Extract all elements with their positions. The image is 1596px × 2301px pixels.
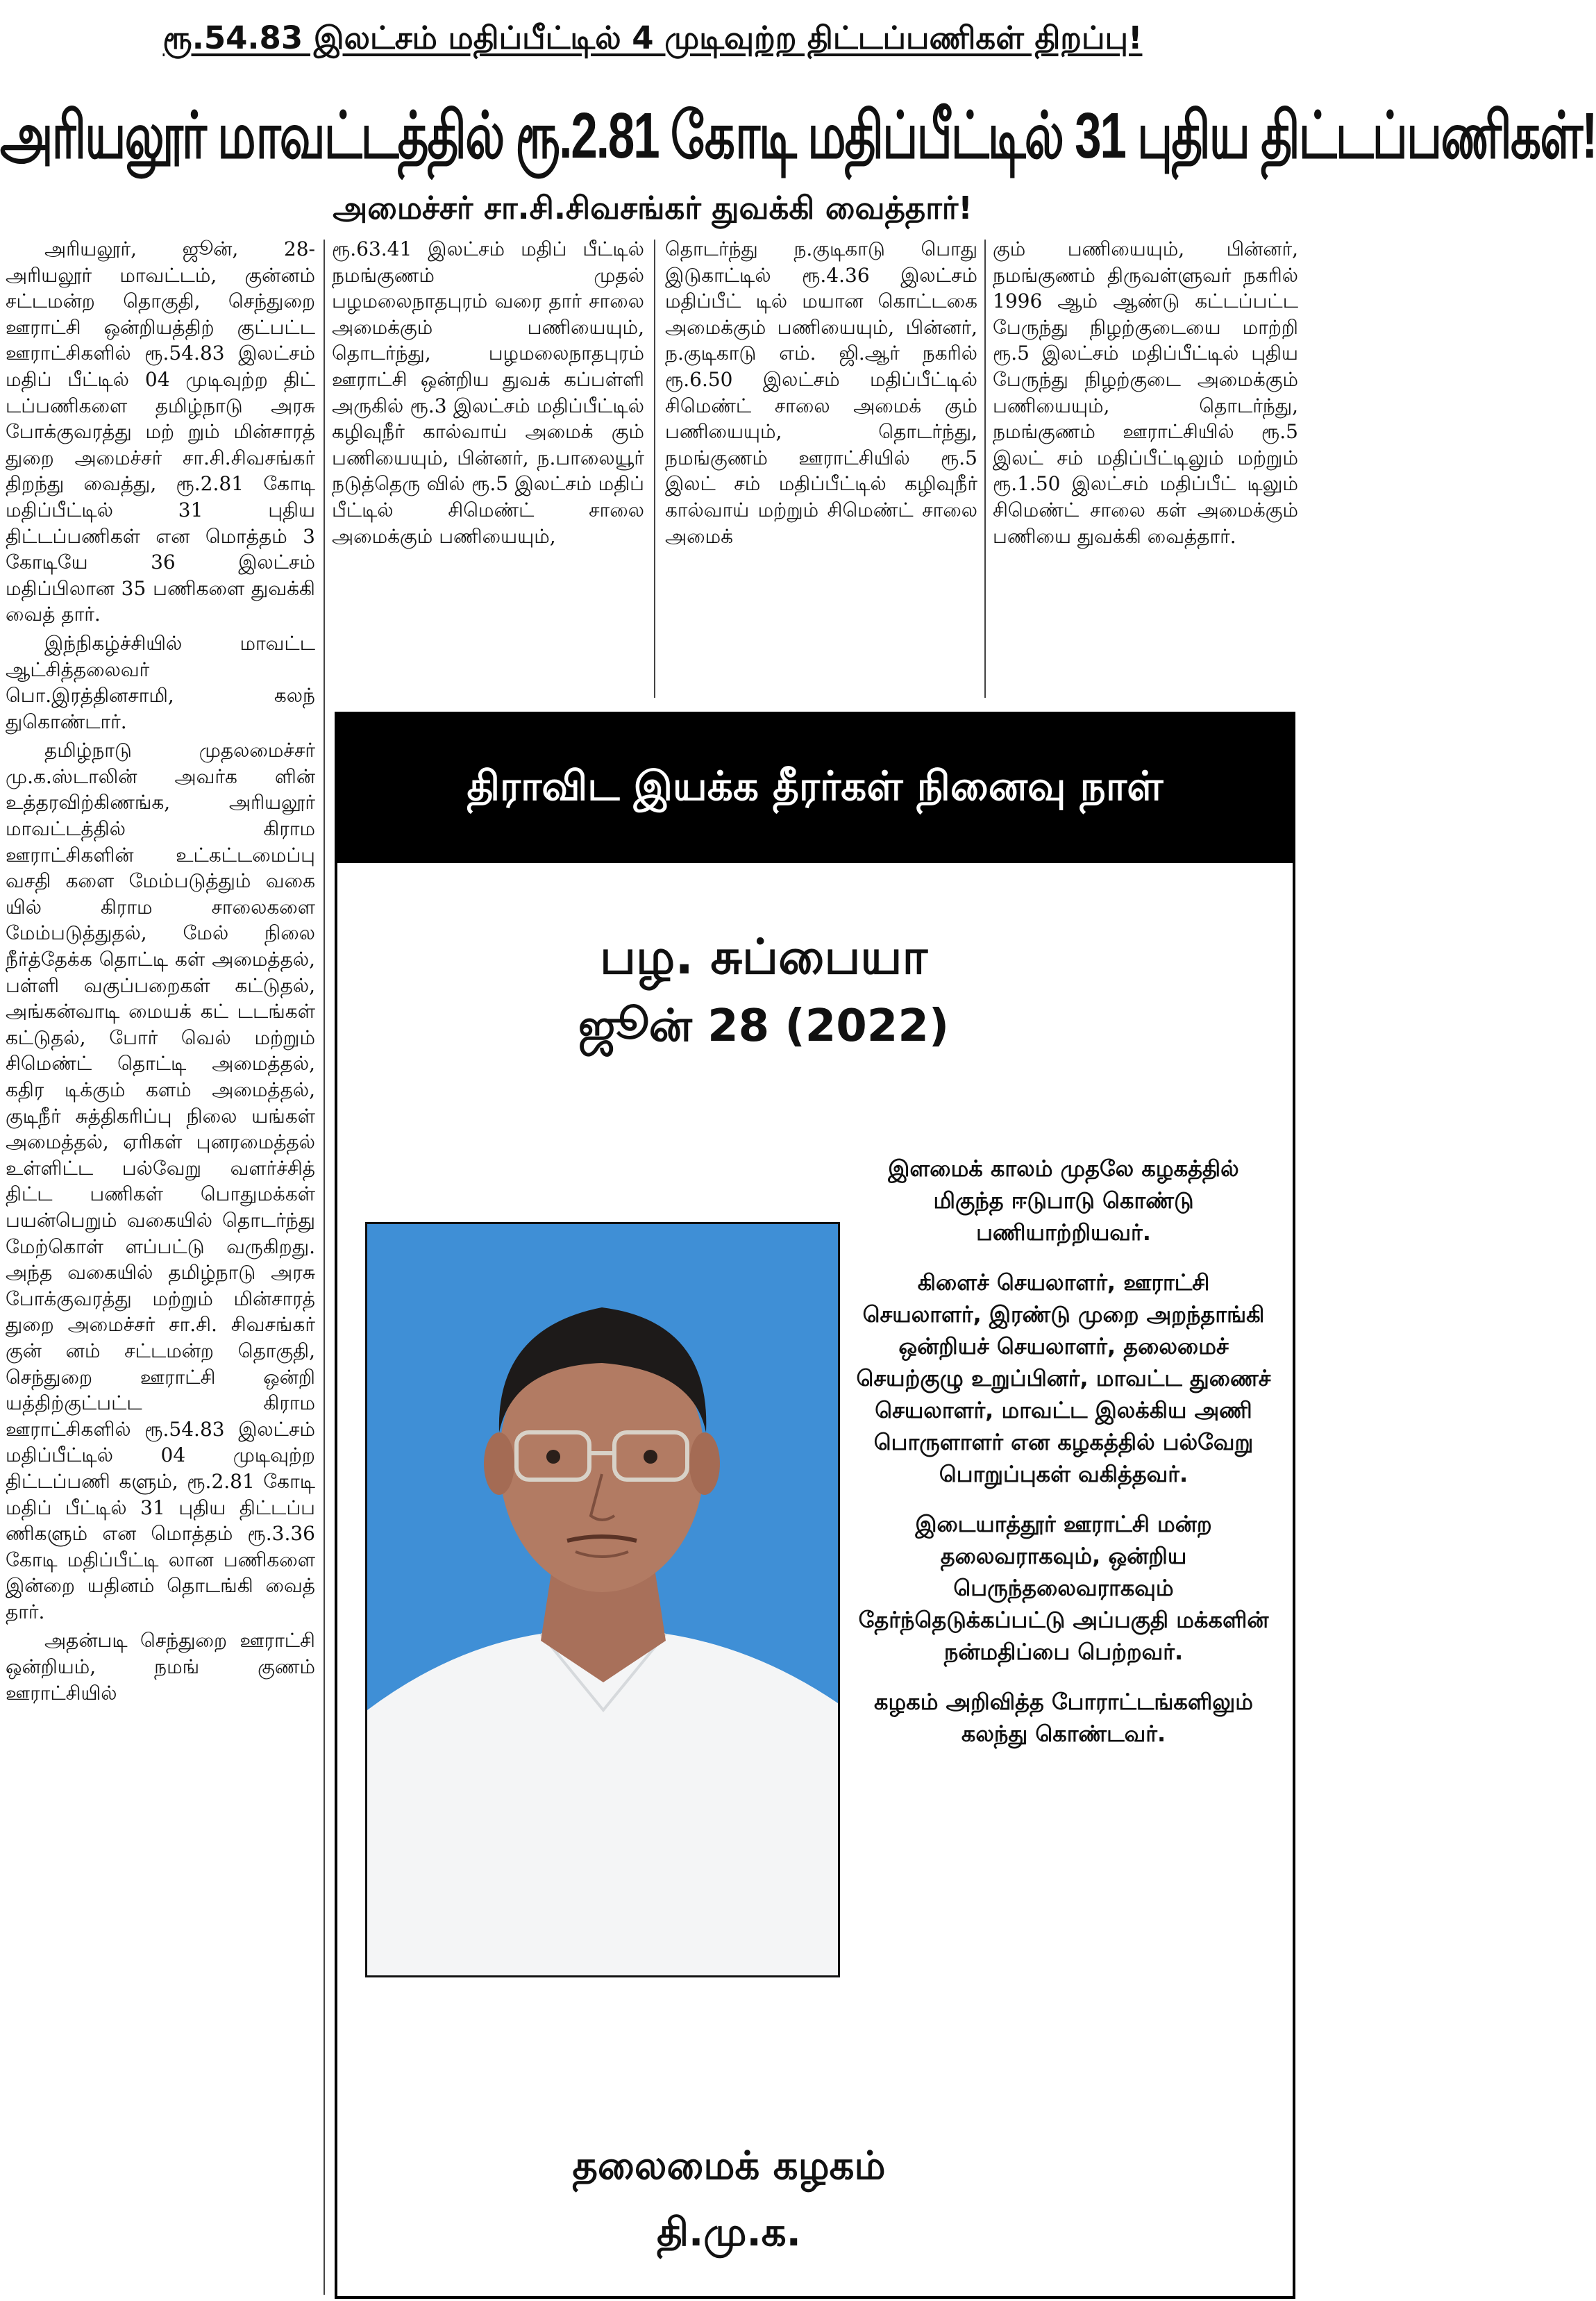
obituary-paragraph: கழகம் அறிவித்த போராட்டங்களிலும் கலந்து கொண்டவர். bbox=[874, 1689, 1253, 1747]
obituary-paragraph: கிளைச் செயலாளர், ஊராட்சி செயலாளர், இரண்டு முறை அறந்தாங்கி ஒன்றியச் செயலாளர், தலைமைச் செயற்குழு உறுப்பினர், மாவட்ட துணைச் செயலாளர், மாவட்ட இலக்கிய அணி பொருளாளர் என கழகத்தில் பல்வேறு பொறுப்புகள் வகித்தவர். bbox=[856, 1269, 1271, 1487]
article-paragraph: அரியலூர், ஜூன், 28- அரியலூர் மாவட்டம், குன்னம் சட்டமன்ற தொகுதி, செந்துறை ஊராட்சி ஒன்றியத்திற் குட்பட்ட ஊராட்சிகளில் ரூ.54.83 இலட்சம் மதிப் பீட்டில் 04 முடிவுற்ற திட் டப்பணிகளை தமிழ்நாடு அரசு போக்குவரத்து மற் றும் மின்சாரத் துறை அமைச்சர் சா.சி.சிவசங்கர் திறந்து வைத்து, ரூ.2.81 கோடி மதிப்பீட்டில் 31 புதிய திட்டப்பணிகள் என மொத்தம் 3 கோடியே 36 இலட்சம் மதிப்பிலான 35 பணிகளை துவக்கி வைத் தார். bbox=[6, 237, 315, 626]
obituary-banner-title: திராவிட இயக்க தீரர்கள் நினைவு நாள் bbox=[467, 762, 1164, 810]
sub-headline: அமைச்சர் சா.சி.சிவசங்கர் துவக்கி வைத்தார்! bbox=[333, 190, 973, 226]
article-column-3 bbox=[665, 236, 977, 700]
obituary-name: பழ. சுப்பையா bbox=[599, 928, 928, 985]
obituary-paragraph: இளமைக் காலம் முதலே கழகத்தில் மிகுந்த ஈடுபாடு கொண்டு பணியாற்றியவர். bbox=[888, 1155, 1239, 1246]
article-column-1 bbox=[6, 236, 315, 2298]
obituary-paragraph: இடையாத்தூர் ஊராட்சி மன்ற தலைவராகவும், ஒன்றிய பெருந்தலைவராகவும் தேர்ந்தெடுக்கப்பட்டு அப்பகுதி மக்களின் நன்மதிப்பை பெற்றவர். bbox=[858, 1511, 1269, 1665]
article-paragraph: இந்நிகழ்ச்சியில் மாவட்ட ஆட்சித்தலைவர் பொ.இரத்தினசாமி, கலந் துகொண்டார். bbox=[6, 631, 315, 733]
column-divider bbox=[324, 240, 325, 2295]
portrait-photo bbox=[365, 1222, 840, 1977]
article-column-2 bbox=[332, 236, 644, 700]
article-paragraph: தொடர்ந்து ந.குடிகாடு பொது இடுகாட்டில் ரூ.4.36 இலட்சம் மதிப்பீட் டில் மயான கொட்டகை அமைக்கும் பணியையும், பின்னர், ந.குடிகாடு எம். ஜி.ஆர் நகரில் ரூ.6.50 இலட்சம் மதிப்பீட்டில் சிமெண்ட் சாலை அமைக் கும் பணியையும், தொடர்ந்து, நமங்குணம் ஊராட்சியில் ரூ.5 இலட் சம் மதிப்பீட்டில் கழிவுநீர் கால்வாய் மற்றும் சிமெண்ட் சாலை அமைக் bbox=[665, 237, 977, 548]
main-headline: அரியலூர் மாவட்டத்தில் ரூ.2.81 கோடி மதிப்பீட்டில் 31 புதிய திட்டப்பணிகள்! bbox=[0, 99, 1596, 172]
article-paragraph: அதன்படி செந்துறை ஊராட்சி ஒன்றியம், நமங் குணம் ஊராட்சியில் bbox=[6, 1629, 315, 1705]
kicker-headline: ரூ.54.83 இலட்சம் மதிப்பீட்டில் 4 முடிவுற்ற திட்டப்பணிகள் திறப்பு! bbox=[162, 19, 1143, 56]
article-paragraph: கும் பணியையும், பின்னர், நமங்குணம் திருவள்ளுவர் நகரில் 1996 ஆம் ஆண்டு கட்டப்பட்ட பேருந்து நிழற்குடையை மாற்றி ரூ.5 இலட்சம் மதிப்பீட்டில் புதிய பேருந்து நிழற்குடை அமைக்கும் பணியையும், தொடர்ந்து, நமங்குணம் ஊராட்சியில் ரூ.5 இலட் சம் மதிப்பீட்டிலும் மற்றும் ரூ.1.50 இலட்சம் மதிப்பீட் டிலும் சிமெண்ட் சாலை கள் அமைக்கும் பணியை துவக்கி வைத்தார். bbox=[993, 237, 1298, 548]
article-paragraph: தமிழ்நாடு முதலமைச்சர் மு.க.ஸ்டாலின் அவர்க ளின் உத்தரவிற்கிணங்க, அரியலூர் மாவட்டத்தில் கிராம ஊராட்சிகளின் உட்கட்டமைப்பு வசதி களை மேம்படுத்தும் வகை யில் கிராம சாலைகளை மேம்படுத்துதல், மேல் நிலை நீர்த்தேக்க தொட்டி கள் அமைத்தல், பள்ளி வகுப்பறைகள் கட்டுதல், அங்கன்வாடி மையக் கட் டடங்கள் கட்டுதல், போர் வெல் மற்றும் சிமெண்ட் தொட்டி அமைத்தல், கதிர டிக்கும் களம் அமைத்தல், குடிநீர் சுத்திகரிப்பு நிலை யங்கள் அமைத்தல், ஏரிகள் புனரமைத்தல் உள்ளிட்ட பல்வேறு வளர்ச்சித் திட்ட பணிகள் பொதுமக்கள் பயன்பெறும் வகையில் தொடர்ந்து மேற்கொள் ளப்பட்டு வருகிறது. அந்த வகையில் தமிழ்நாடு அரசு போக்குவரத்து மற்றும் மின்சாரத் துறை அமைச்சர் சா.சி. சிவசங்கர் குன் னம் சட்டமன்ற தொகுதி, செந்துறை ஊராட்சி ஒன்றி யத்திற்குட்பட்ட கிராம ஊராட்சிகளில் ரூ.54.83 இலட்சம் மதிப்பீட்டில் 04 முடிவுற்ற திட்டப்பணி களும், ரூ.2.81 கோடி மதிப் பீட்டில் 31 புதிய திட்டப்ப ணிகளும் என மொத்தம் ரூ.3.36 கோடி மதிப்பீட்டி லான பணிகளை இன்றை யதினம் தொடங்கி வைத் தார். bbox=[6, 739, 315, 1623]
column-divider bbox=[984, 240, 986, 698]
signature-organization: தலைமைக் கழகம் bbox=[572, 2143, 886, 2189]
article-column-4 bbox=[993, 236, 1298, 700]
signature-party: தி.மு.க. bbox=[657, 2210, 801, 2255]
obituary-date: ஜூன் 28 (2022) bbox=[578, 1001, 950, 1052]
column-divider bbox=[654, 240, 655, 698]
obituary-text bbox=[855, 1153, 1272, 2041]
article-paragraph: ரூ.63.41 இலட்சம் மதிப் பீட்டில் நமங்குணம் முதல் பழமலைநாதபுரம் வரை தார் சாலை அமைக்கும் பணியையும், தொடர்ந்து, பழமலைநாதபுரம் ஊராட்சி ஒன்றிய துவக் கப்பள்ளி அருகில் ரூ.3 இலட்சம் மதிப்பீட்டில் கழிவுநீர் கால்வாய் அமைக் கும் பணியையும், பின்னர், ந.பாலையூர் நடுத்தெரு வில் ரூ.5 இலட்சம் மதிப் பீட்டில் சிமெண்ட் சாலை அமைக்கும் பணியையும், bbox=[332, 237, 644, 548]
